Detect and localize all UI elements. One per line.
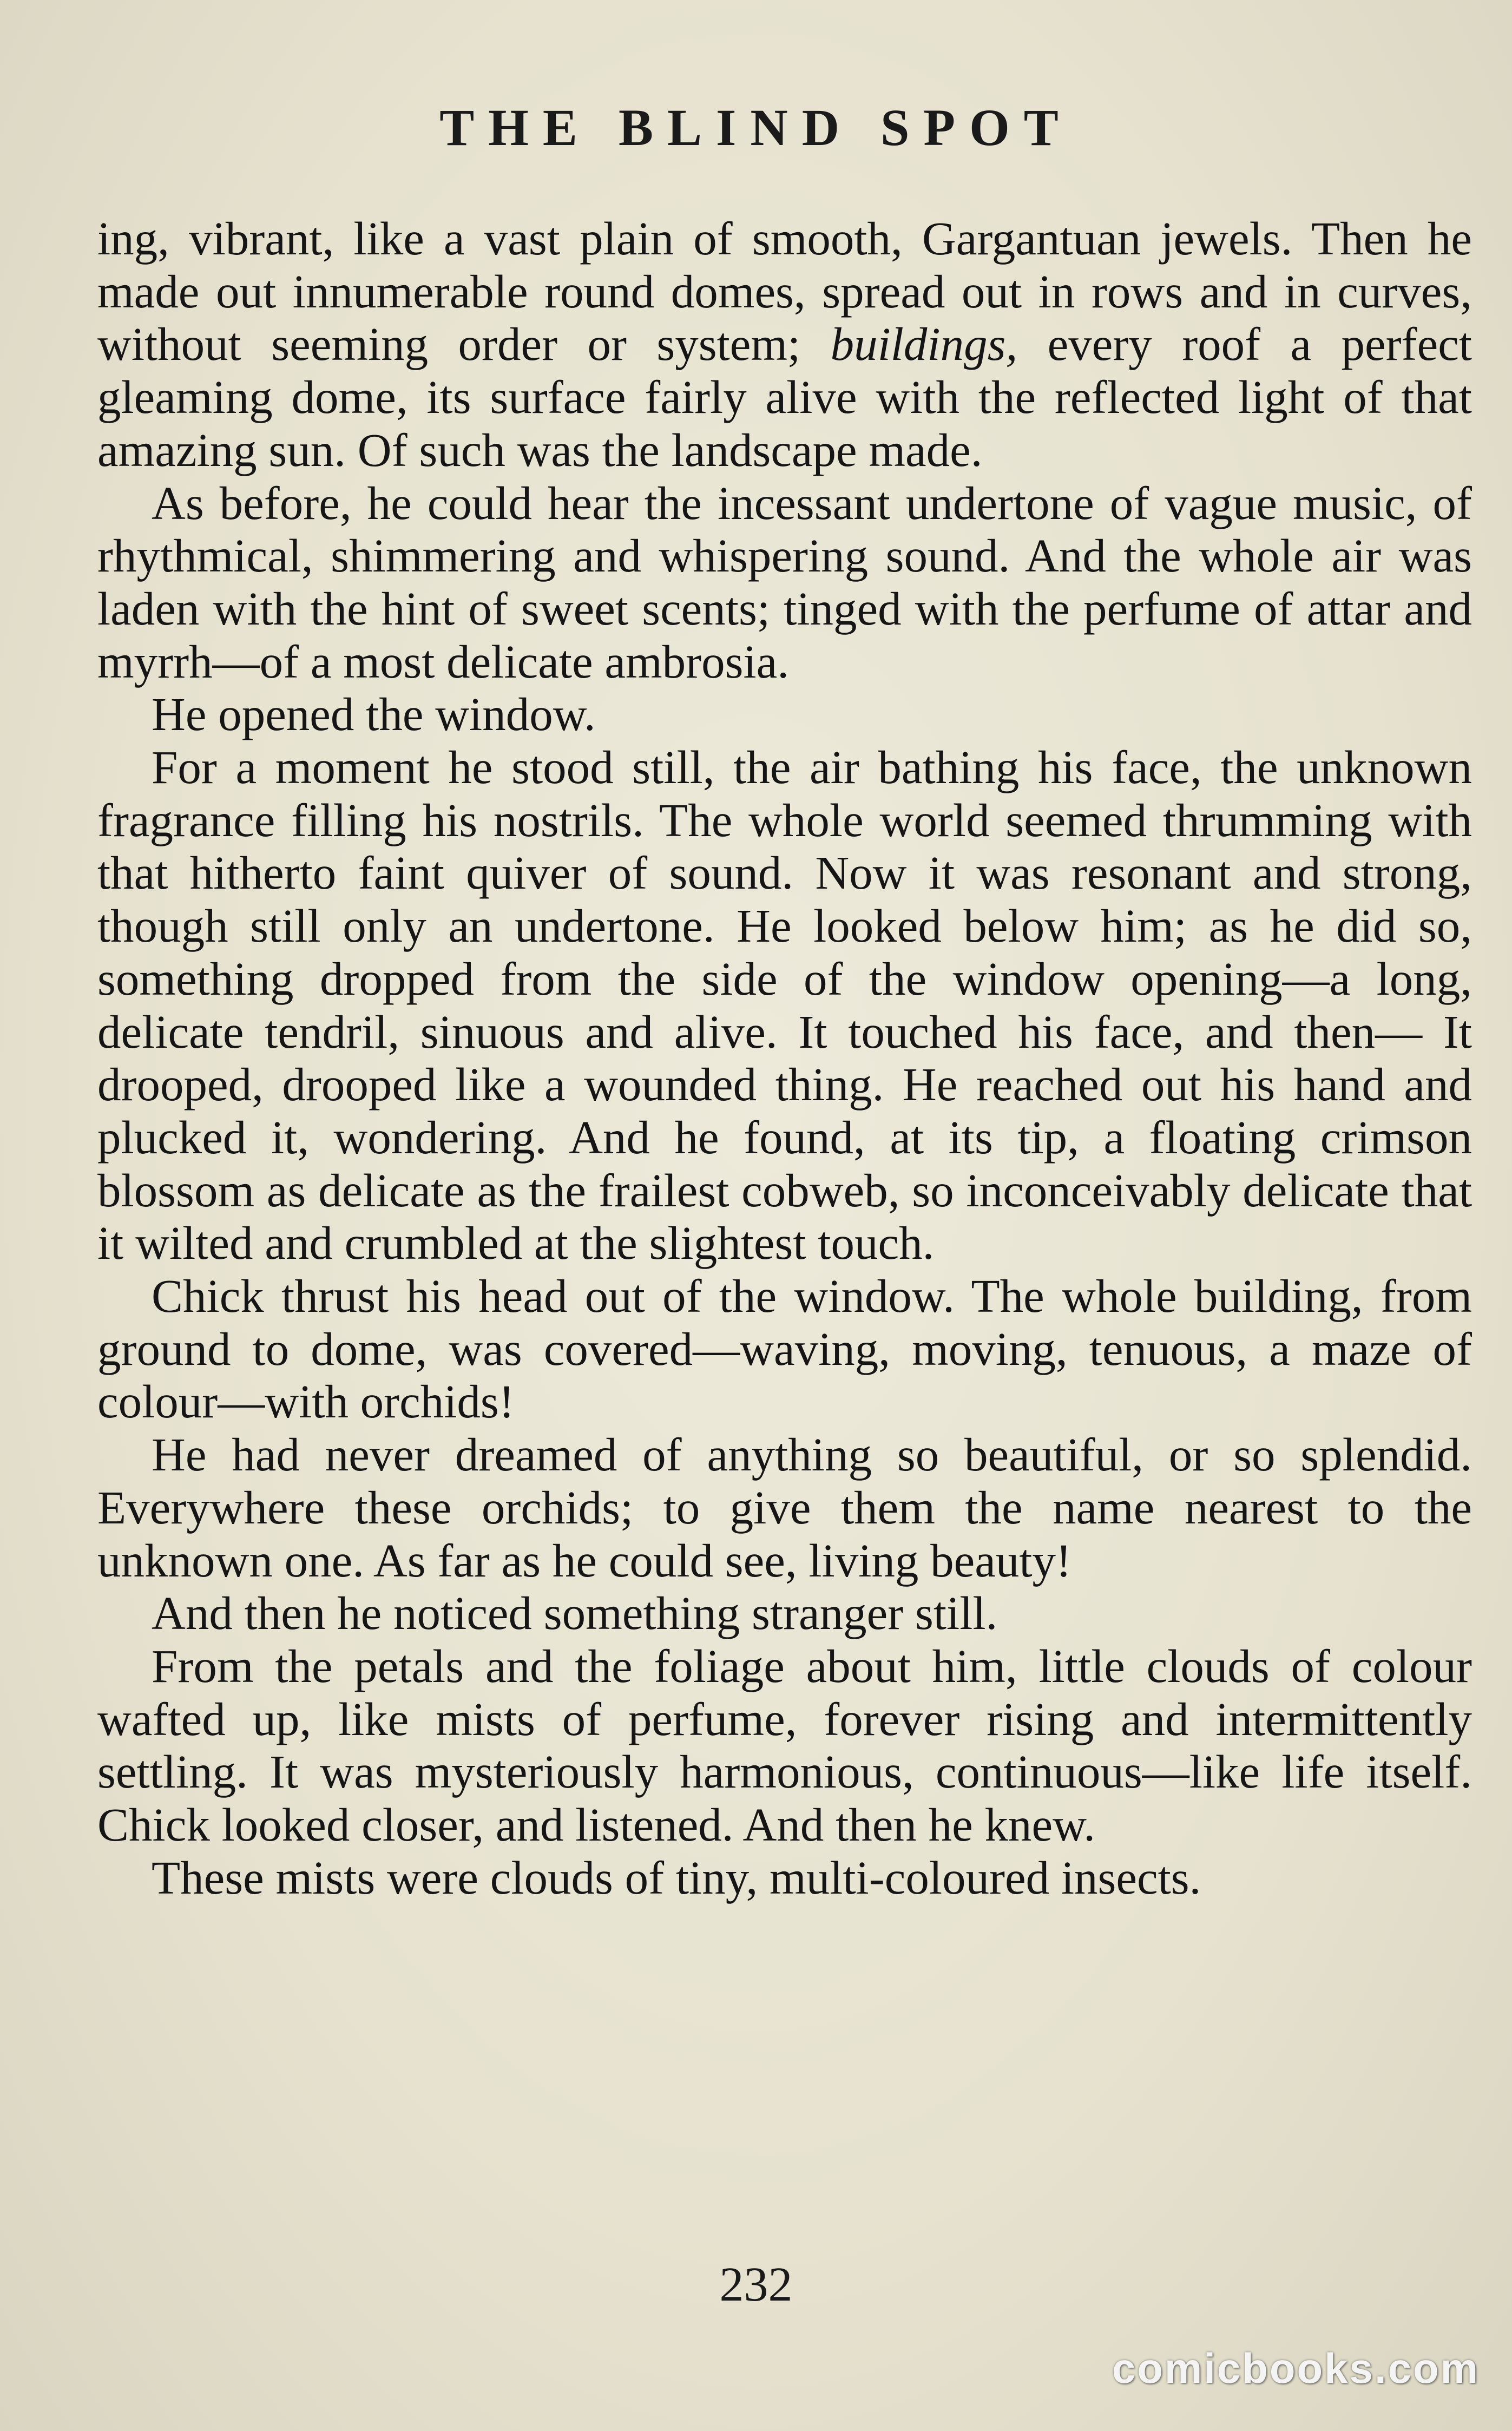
paragraph xyxy=(97,1851,1472,1904)
paragraph xyxy=(97,1587,1472,1640)
text-segment: every roof a perfect gleaming dome, its surface fairly alive with the reflected light of that amazing sun. Of such was the landscape made. xyxy=(97,318,1472,476)
watermark-logo: comicbooks.com xyxy=(1112,2344,1480,2392)
paragraph xyxy=(97,688,1472,741)
text-segment: And then he noticed something stranger still. xyxy=(152,1587,998,1640)
paragraph xyxy=(97,1640,1472,1851)
text-segment: From the petals and the foliage about him, little clouds of colour wafted up, like mists of perfume, forever rising and intermittently settling. It was mysteriously harmonious, continuous—like life itself. Chick looked closer, and listened. And then he knew. xyxy=(97,1639,1472,1851)
page-number: 232 xyxy=(719,2258,793,2311)
text-segment: Chick thrust his head out of the window. The whole building, from ground to dome, was covered—waving, moving, tenuous, a maze of colour—with orchids! xyxy=(97,1270,1472,1428)
body-text xyxy=(97,212,1472,1904)
paragraph xyxy=(97,477,1472,688)
text-segment: ing, vibrant, like a vast plain of smooth, Gargantuan jewels. Then he made out innumerable round domes, spread out in rows and in curves, without seeming order or system; xyxy=(97,212,1472,371)
italic-text-segment: buildings, xyxy=(830,318,1018,371)
text-segment: For a moment he stood still, the air bathing his face, the unknown fragrance filling his nostrils. The whole world seemed thrumming with that hitherto faint quiver of sound. Now it was resonant and strong, though still only an undertone. He looked below him; as he did so, something dropped from the side of the window opening—a long, delicate tendril, sinuous and alive. It touched his face, and then— It drooped, drooped like a wounded thing. He reached out his hand and plucked it, wondering. And he found, at its tip, a floating crimson blossom as delicate as the frailest cobweb, so inconceivably delicate that it wilted and crumbled at the slightest touch. xyxy=(97,741,1472,1270)
text-segment: As before, he could hear the incessant undertone of vague music, of rhythmical, shimmering and whispering sound. And the whole air was laden with the hint of sweet scents; tinged with the perfume of attar and myrrh—of a most delicate ambrosia. xyxy=(97,476,1472,688)
paragraph xyxy=(97,212,1472,477)
paragraph xyxy=(97,1270,1472,1428)
text-segment: He opened the window. xyxy=(152,688,596,741)
paragraph xyxy=(97,1428,1472,1587)
text-segment: These mists were clouds of tiny, multi-coloured insects. xyxy=(152,1851,1201,1904)
running-head: THE BLIND SPOT xyxy=(439,98,1073,156)
paragraph xyxy=(97,741,1472,1270)
text-segment: He had never dreamed of anything so beautiful, or so splendid. Everywhere these orchids; to give them the name nearest to the unknown one. As far as he could see, living beauty! xyxy=(97,1428,1472,1587)
